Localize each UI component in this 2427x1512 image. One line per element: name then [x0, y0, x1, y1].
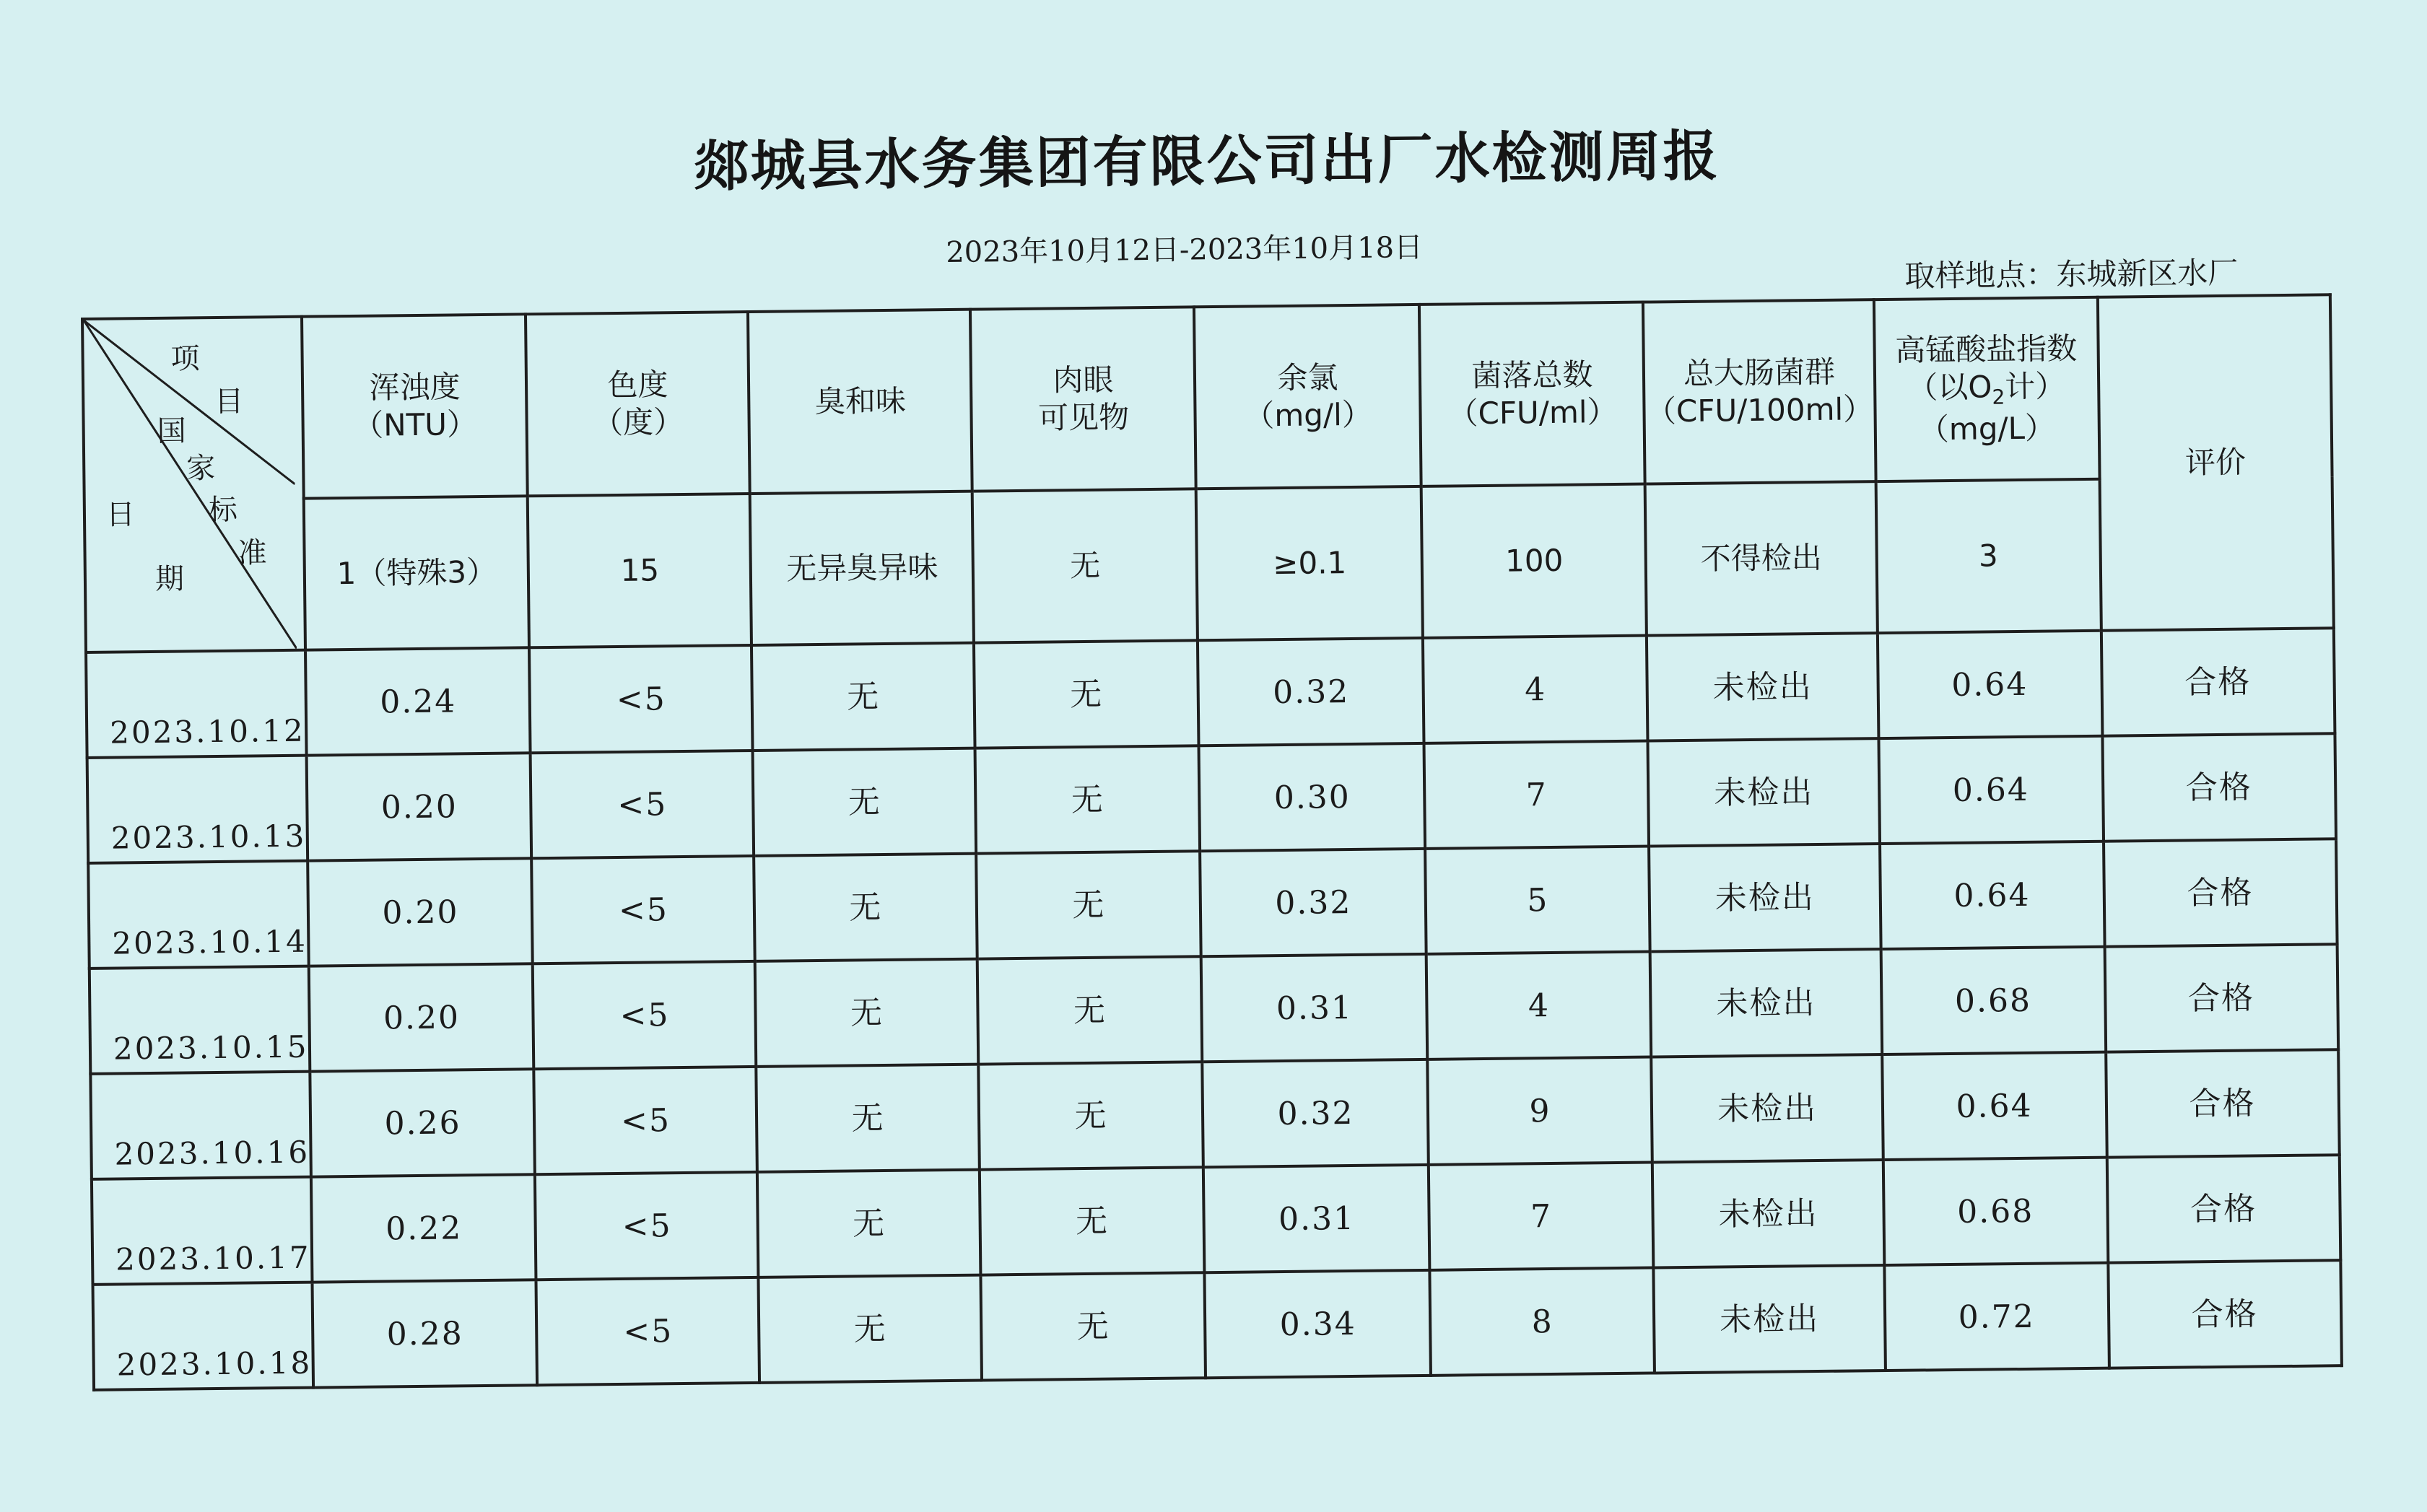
standard-color: 15	[528, 494, 751, 647]
cell-odor: 无	[751, 643, 975, 751]
cell-date: 2023.10.12	[86, 650, 307, 758]
cell-visible-matter: 无	[979, 1062, 1204, 1169]
standard-turbidity: 1（特殊3）	[304, 496, 529, 650]
corner-national-char-2: 家	[186, 451, 216, 486]
cell-date: 2023.10.16	[90, 1072, 311, 1179]
cell-visible-matter: 无	[980, 1167, 1205, 1275]
cell-permanganate-index: 0.72	[1884, 1263, 2109, 1371]
standard-odor: 无异臭异味	[750, 491, 974, 645]
header-turbidity: 浑浊度 （NTU）	[302, 314, 528, 499]
water-quality-table	[81, 293, 2343, 1391]
corner-national-char-1: 国	[157, 414, 186, 448]
standard-residual-chlorine: ≥0.1	[1196, 486, 1423, 640]
corner-item-char-2: 目	[214, 385, 244, 419]
header-total-coliform: 总大肠菌群 （CFU/100ml）	[1643, 300, 1875, 484]
cell-residual-chlorine: 0.31	[1203, 1165, 1430, 1272]
cell-total-coliform: 未检出	[1654, 1265, 1886, 1373]
cell-residual-chlorine: 0.31	[1201, 954, 1428, 1062]
cell-visible-matter: 无	[975, 746, 1201, 853]
cell-color: <5	[529, 645, 753, 753]
header-evaluation: 评价	[2097, 294, 2333, 630]
cell-visible-matter: 无	[981, 1272, 1206, 1380]
cell-odor: 无	[753, 748, 977, 856]
cell-colony-count: 9	[1428, 1057, 1653, 1165]
cell-odor: 无	[759, 1275, 982, 1383]
cell-date: 2023.10.13	[87, 756, 308, 863]
cell-visible-matter: 无	[974, 640, 1199, 748]
standard-permanganate-index: 3	[1875, 479, 2101, 633]
cell-permanganate-index: 0.68	[1883, 1158, 2108, 1265]
cell-date: 2023.10.18	[92, 1282, 313, 1390]
cell-color: <5	[532, 856, 756, 963]
cell-total-coliform: 未检出	[1647, 633, 1878, 740]
header-row	[82, 294, 2332, 501]
cell-total-coliform: 未检出	[1650, 844, 1881, 951]
cell-turbidity: 0.28	[313, 1280, 538, 1387]
header-visible-matter: 肉眼 可见物	[970, 307, 1196, 491]
corner-item-char-1: 项	[170, 342, 200, 376]
cell-color: <5	[536, 1277, 760, 1385]
header-residual-chlorine: 余氯 （mg/l）	[1194, 305, 1421, 489]
cell-turbidity: 0.26	[310, 1069, 536, 1176]
corner-date-char-2: 期	[154, 562, 185, 596]
sampling-location: 取样地点：东城新区水厂	[1904, 255, 2239, 294]
cell-odor: 无	[757, 1065, 980, 1172]
cell-evaluation: 合格	[2106, 1049, 2340, 1157]
cell-evaluation: 合格	[2102, 733, 2336, 841]
cell-permanganate-index: 0.68	[1881, 947, 2106, 1054]
cell-date: 2023.10.17	[92, 1177, 313, 1285]
cell-permanganate-index: 0.64	[1880, 842, 2105, 949]
cell-turbidity: 0.20	[309, 963, 534, 1071]
cell-evaluation: 合格	[2101, 628, 2335, 735]
cell-evaluation: 合格	[2108, 1260, 2342, 1368]
corner-header-cell	[82, 317, 305, 652]
cell-residual-chlorine: 0.30	[1199, 743, 1426, 851]
cell-date: 2023.10.14	[88, 861, 309, 969]
header-colony-count: 菌落总数 （CFU/ml）	[1419, 302, 1645, 487]
cell-residual-chlorine: 0.32	[1203, 1059, 1429, 1167]
report-date-range: 2023年10月12日-2023年10月18日	[946, 231, 1424, 269]
cell-turbidity: 0.24	[305, 647, 531, 755]
standards-row	[84, 476, 2334, 652]
cell-color: <5	[533, 961, 757, 1069]
cell-colony-count: 4	[1426, 952, 1652, 1059]
results-table-wrapper	[81, 293, 2343, 1391]
cell-visible-matter: 无	[977, 851, 1202, 958]
cell-visible-matter: 无	[977, 956, 1203, 1064]
cell-colony-count: 5	[1426, 847, 1651, 954]
cell-color: <5	[534, 1067, 758, 1174]
standard-visible-matter: 无	[972, 489, 1198, 642]
corner-standard-char-1: 标	[208, 493, 238, 528]
cell-residual-chlorine: 0.32	[1198, 638, 1424, 746]
cell-colony-count: 7	[1424, 741, 1650, 849]
cell-color: <5	[535, 1172, 759, 1280]
header-color: 色度 （度）	[526, 312, 750, 496]
cell-permanganate-index: 0.64	[1878, 736, 2104, 844]
corner-standard-char-2: 准	[238, 536, 267, 570]
cell-odor: 无	[755, 959, 979, 1067]
cell-colony-count: 4	[1423, 636, 1648, 743]
corner-date-char-1: 日	[105, 498, 136, 532]
cell-colony-count: 8	[1430, 1268, 1655, 1376]
cell-total-coliform: 未检出	[1650, 949, 1882, 1057]
cell-date: 2023.10.15	[90, 966, 310, 1074]
cell-permanganate-index: 0.64	[1882, 1052, 2107, 1160]
cell-residual-chlorine: 0.34	[1205, 1270, 1432, 1378]
standard-colony-count: 100	[1421, 484, 1647, 638]
cell-odor: 无	[754, 854, 978, 961]
cell-odor: 无	[757, 1170, 981, 1277]
standard-total-coliform: 不得检出	[1645, 481, 1877, 635]
header-odor: 臭和味	[748, 310, 972, 494]
cell-total-coliform: 未检出	[1648, 738, 1880, 846]
cell-evaluation: 合格	[2104, 839, 2337, 946]
cell-evaluation: 合格	[2106, 1155, 2340, 1262]
cell-residual-chlorine: 0.32	[1201, 849, 1427, 956]
cell-total-coliform: 未检出	[1652, 1054, 1883, 1162]
cell-colony-count: 7	[1429, 1163, 1654, 1270]
cell-total-coliform: 未检出	[1652, 1160, 1884, 1267]
header-permanganate-index: 高锰酸盐指数 （以$O_2$计） （mg/L）	[1873, 297, 2099, 482]
cell-turbidity: 0.20	[308, 858, 533, 966]
cell-evaluation: 合格	[2104, 944, 2338, 1052]
cell-permanganate-index: 0.64	[1877, 631, 2102, 738]
report-title: 郯城县水务集团有限公司出厂水检测周报	[693, 123, 1721, 198]
cell-turbidity: 0.22	[311, 1174, 536, 1282]
cell-turbidity: 0.20	[307, 753, 532, 860]
cell-color: <5	[531, 751, 754, 858]
